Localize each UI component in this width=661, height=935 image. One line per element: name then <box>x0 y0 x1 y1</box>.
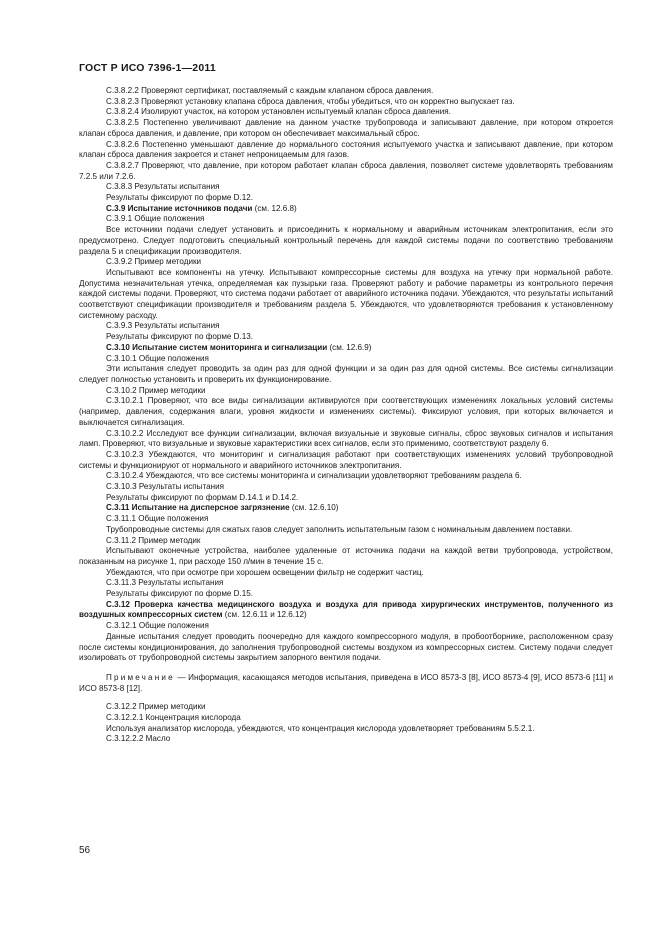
paragraph: Все источники подачи следует установить и присоединить к нормальному и аварийным источникам электропитания, если это предусмотрено. Следует подготовить специальный контрольный перечень для каждой системы подачи по соответствию требованиям раздела 5 и спецификации производителя. <box>79 225 613 256</box>
paragraph: С.3.11.1 Общие положения <box>106 514 209 524</box>
paragraph: С.3.10.2.4 Убеждаются, что все системы мониторинга и сигнализации удовлетворяют требованиям раздела 6. <box>106 471 522 481</box>
paragraph: Результаты фиксируют по форме D.13. <box>106 332 254 342</box>
section-heading-title: С.3.10 Испытание систем мониторинга и сигнализации <box>106 342 328 352</box>
paragraph: Убеждаются, что при осмотре при хорошем освещении фильтр не содержит частиц. <box>106 567 424 577</box>
paragraph: С.3.10.1 Общие положения <box>106 353 209 363</box>
section-heading-ref: (см. 12.6.9) <box>327 342 372 352</box>
note-text: — Информация, касающаяся методов испытания, приведена в ИСО 8573-3 [8], ИСО 8573-4 [9], ИСО 8573-6 [11] и ИСО 8573-8 [12]. <box>79 672 613 693</box>
paragraph: Данные испытания следует проводить поочередно для каждого компрессорного модуля, в пробоотборнике, расположенном сразу после системы кондиционирования, до заполнения трубопроводной системы воздухом из компрессорных систем. Систему подачи следует изолировать от трубопроводной системы закрытием запорного вентиля подачи. <box>79 631 613 663</box>
paragraph: С.3.12.2.1 Концентрация кислорода <box>106 713 241 723</box>
paragraph: С.3.9.3 Результаты испытания <box>106 321 220 331</box>
page-header: ГОСТ Р ИСО 7396-1—2011 <box>79 62 216 74</box>
paragraph: С.3.12.2 Пример методики <box>106 702 206 712</box>
note-label: Примечание <box>106 672 175 682</box>
paragraph: С.3.8.2.3 Проверяют установку клапана сброса давления, чтобы убедиться, что он корректно выпускает газ. <box>106 96 515 106</box>
paragraph: С.3.8.2.2 Проверяют сертификат, поставляемый с каждым клапаном сброса давления. <box>106 86 434 95</box>
section-heading-c312 <box>79 600 613 621</box>
paragraph: Результаты фиксируют по форме D.12. <box>106 193 254 203</box>
paragraph: С.3.10.2.2 Исследуют все функции сигнализации, включая визуальные и звуковые сигналы, сброс звуковых сигналов и испытания ламп. Проверяют, что визуальные и звуковые характеристики всех сигналов, если это применимо, соответствуют разделу 6. <box>79 428 613 449</box>
paragraph: Эти испытания следует проводить за один раз для одной функции и за один раз для одной системы. Все системы сигнализации следует полностью установить и проверить их функционирование. <box>79 364 613 384</box>
document-body <box>79 86 613 745</box>
paragraph: Результаты фиксируют по формам D.14.1 и D.14.2. <box>106 492 299 502</box>
section-heading-c311 <box>79 503 613 514</box>
section-heading-c39 <box>79 204 613 215</box>
paragraph: С.3.11.3 Результаты испытания <box>106 578 224 588</box>
section-heading-ref: (см. 12.6.8) <box>252 203 297 213</box>
paragraph: С.3.12.2.2 Масло <box>106 734 171 744</box>
paragraph: С.3.8.3 Результаты испытания <box>106 182 220 192</box>
section-heading-title: С.3.9 Испытание источников подачи <box>106 203 253 213</box>
section-heading-ref: (см. 12.6.10) <box>289 503 339 513</box>
paragraph: С.3.8.2.7 Проверяют, что давление, при котором работает клапан сброса давления, позволяет системе удовлетворять требованиям 7.2.5 или 7.2.6. <box>79 160 613 181</box>
paragraph: С.3.8.2.4 Изолируют участок, на котором установлен испытуемый клапан сброса давления. <box>106 107 451 117</box>
note <box>79 673 613 694</box>
paragraph: С.3.9.1 Общие положения <box>106 214 205 224</box>
paragraph: С.3.9.2 Пример методики <box>106 257 202 267</box>
paragraph: С.3.10.2.3 Убеждаются, что мониторинг и сигнализация работают при соответствующих изменениях условий трубопроводной системы и функционируют от нормального и аварийного источников электропитания. <box>79 449 613 470</box>
paragraph: Результаты фиксируют по форме D.15. <box>106 589 254 599</box>
paragraph: Испытывают все компоненты на утечку. Испытывают компрессорные системы для воздуха на утечку при нормальной работе. Допустима незначительная утечка, определяемая как пузырьки газа. Проверяют работу и рабочие параметры из контрольного перечня каждой системы подачи. Проверяют, что система подачи работает от аварийного источника подачи. Убеждаются, что результаты испытаний соответствуют спецификации производителя и требованиям раздела 5. Убеждаются, что удовлетворяются требования к установленному системному расходу. <box>79 267 613 320</box>
paragraph: Используя анализатор кислорода, убеждаются, что концентрация кислорода удовлетворяет требованиям 5.5.2.1. <box>106 723 535 733</box>
paragraph: С.3.8.2.6 Постепенно уменьшают давление до нормального состояния испытуемого участка и записывают давление, при котором клапан сброса давления закроется и станет непроницаемым для газов. <box>79 139 613 160</box>
section-heading-title: С.3.12 Проверка качества медицинского воздуха и воздуха для привода хирургических инструментов, полученного из воздушных компрессорных систем <box>79 599 613 620</box>
section-heading-title: С.3.11 Испытание на дисперсное загрязнение <box>106 503 290 513</box>
paragraph: С.3.11.2 Пример методик <box>106 535 201 545</box>
paragraph: С.3.10.3 Результаты испытания <box>106 482 224 492</box>
paragraph: Трубопроводные системы для сжатых газов следует заполнить испытательным газом с номинальным давлением поставки. <box>106 524 573 534</box>
paragraph: С.3.8.2.5 Постепенно увеличивают давление на данном участке трубопровода и записывают давление, при котором откроется клапан сброса давления, и давление, при котором он обеспечивает максимальный сброс. <box>79 118 613 138</box>
section-heading-c310 <box>79 343 613 354</box>
paragraph: Испытывают оконечные устройства, наиболее удаленные от источника подачи на каждой ветви трубопровода, устройством, показанным на рисунке 1, при расходе 150 л/мин в течение 15 с. <box>79 546 613 566</box>
page-number: 56 <box>79 845 91 856</box>
section-heading-ref: (см. 12.6.11 и 12.6.12) <box>222 610 307 620</box>
paragraph: С.3.12.1 Общие положения <box>106 621 209 631</box>
paragraph: С.3.10.2.1 Проверяют, что все виды сигнализации активируются при соответствующих изменениях локальных условий системы (например, давления, содержания влаги, уровня жидкости и изменениях системы). Фиксируют условия, при которых включается и выключается сигнализация. <box>79 396 613 427</box>
paragraph: С.3.10.2 Пример методики <box>106 385 206 395</box>
